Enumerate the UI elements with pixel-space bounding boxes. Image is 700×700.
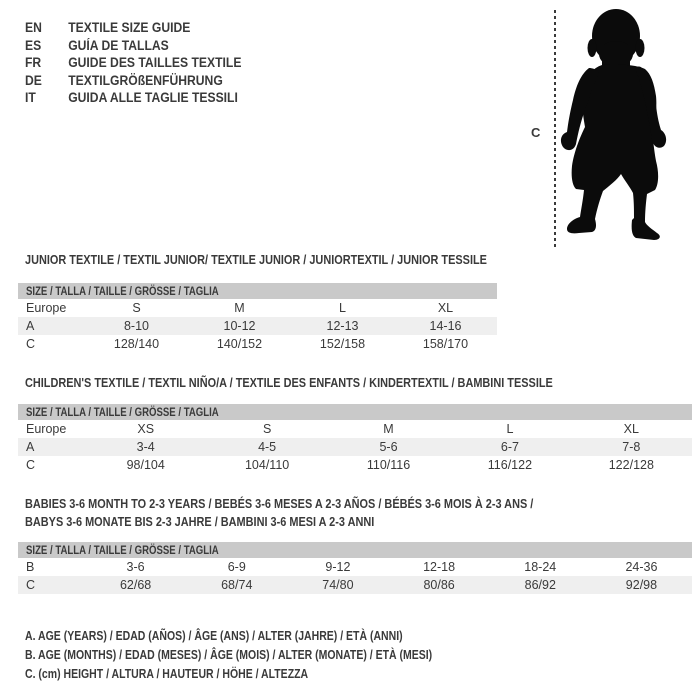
table-cell: 74/80 [322,578,354,592]
language-label: TEXTILGRÖßENFÜHRUNG [68,72,223,88]
section-title [25,251,575,269]
table-row-label: B [26,560,35,574]
table-cell: 10-12 [223,319,256,333]
table-cell: 140/152 [216,337,263,351]
table-cell: 104/110 [244,458,290,472]
section-title-line [25,495,630,513]
table-row [18,576,692,594]
section-title-line [25,374,653,392]
table-cell: 8-10 [123,319,150,333]
table-cell: XL [623,422,639,436]
section-title-text: JUNIOR TEXTILE / TEXTIL JUNIOR/ TEXTILE JUNIOR / JUNIORTEXTIL / JUNIOR TESSILE [25,252,487,267]
section-title [25,374,653,392]
section-title-text: BABYS 3-6 MONATE BIS 2-3 JAHRE / BAMBINI 3-6 MESI A 2-3 ANNI [25,514,375,529]
table-cell: 6-9 [227,560,246,574]
table-size-header-bar [18,542,692,558]
table-row-label: A [26,319,35,333]
table-cell: S [262,422,272,436]
table-cell: 128/140 [113,337,160,351]
table-cell: M [383,422,394,436]
footnote-text: B. AGE (MONTHS) / EDAD (MESES) / ÂGE (MOIS) / ALTER (MONATE) / ETÀ (MESI) [25,648,433,662]
language-label: GUIDA ALLE TAGLIE TESSILI [68,90,238,106]
table-cell: M [234,301,245,315]
section-title-text: CHILDREN'S TEXTILE / TEXTIL NIÑO/A / TEXTILE DES ENFANTS / KINDERTEXTIL / BAMBINI TESSILE [25,375,553,390]
language-code: ES [25,37,42,53]
table-row [18,438,692,456]
table-row-label: Europe [26,422,67,436]
table-cell: 152/158 [319,337,366,351]
table-cell: 116/122 [487,458,533,472]
table-row-label: C [26,337,36,351]
table-cell: XS [137,422,155,436]
figure-measure-label: C [531,125,541,140]
table-cell: 92/98 [625,578,658,592]
footnote-line [25,627,510,646]
table-size-header-text: SIZE / TALLA / TAILLE / GRÖSSE / TAGLIA [26,284,219,298]
table-row-label: Europe [26,301,67,315]
language-row [25,54,241,72]
table-cell: 158/170 [422,337,469,351]
language-row [25,19,241,37]
table-cell: 86/92 [524,578,556,592]
table-cell: L [339,301,346,315]
footnotes [25,627,510,684]
table-cell: 18-24 [524,560,557,574]
footnote-line [25,665,510,684]
language-label: GUÍA DE TALLAS [68,37,169,53]
language-code: EN [25,20,42,35]
table-cell: 98/104 [126,458,165,472]
size-table [18,404,692,474]
table-cell: 9-12 [325,560,351,574]
size-table [18,542,692,594]
table-cell: 122/128 [608,458,654,472]
footnote-text: A. AGE (YEARS) / EDAD (AÑOS) / ÂGE (ANS) / ALTER (JAHRE) / ETÀ (ANNI) [25,629,403,643]
language-code: IT [25,90,36,106]
table-cell: 12-13 [326,319,359,333]
section-title-line [25,251,575,269]
language-list [25,19,266,107]
table-row [18,420,692,438]
table-cell: 5-6 [379,440,398,454]
language-label: GUIDE DES TAILLES TEXTILE [68,55,242,71]
table-cell: 12-18 [423,560,456,574]
table-size-header-text: SIZE / TALLA / TAILLE / GRÖSSE / TAGLIA [26,405,219,419]
table-row-label: C [26,578,36,592]
table-cell: 7-8 [622,440,641,454]
table-cell: 62/68 [119,578,152,592]
table-size-header-bar [18,283,497,299]
table-cell: S [132,301,141,315]
table-row [18,317,497,335]
section-title [25,495,630,531]
table-cell: 14-16 [429,319,462,333]
table-cell: L [506,422,514,436]
size-table [18,283,497,353]
footnote-line [25,646,510,665]
table-cell: 3-6 [126,560,145,574]
language-row [25,89,241,107]
table-cell: 24-36 [625,560,658,574]
table-row [18,558,692,576]
table-cell: 4-5 [258,440,277,454]
table-row [18,335,497,353]
table-row [18,299,497,317]
table-cell: 3-4 [136,440,155,454]
table-cell: 6-7 [500,440,519,454]
table-row-label: C [26,458,36,472]
language-row [25,37,241,55]
table-size-header-bar [18,404,692,420]
language-code: DE [25,72,42,88]
table-cell: XL [437,301,454,315]
table-cell: 68/74 [221,578,253,592]
table-row [18,456,692,474]
baby-silhouette-icon [556,4,700,248]
table-size-header-text: SIZE / TALLA / TAILLE / GRÖSSE / TAGLIA [26,543,219,557]
language-label: TEXTILE SIZE GUIDE [68,20,191,35]
footnote-text: C. (cm) HEIGHT / ALTURA / HAUTEUR / HÖHE / ALTEZZA [25,667,309,681]
table-cell: 80/86 [423,578,455,592]
table-cell: 110/116 [366,458,411,472]
language-row [25,72,241,90]
language-code: FR [25,55,42,71]
table-row-label: A [26,440,35,454]
section-title-line [25,513,630,531]
section-title-text: BABIES 3-6 MONTH TO 2-3 YEARS / BEBÉS 3-6 MESES A 2-3 AÑOS / BÉBÉS 3-6 MOIS À 2-3 ANS / [25,496,534,511]
baby-silhouette-shape [561,9,666,240]
